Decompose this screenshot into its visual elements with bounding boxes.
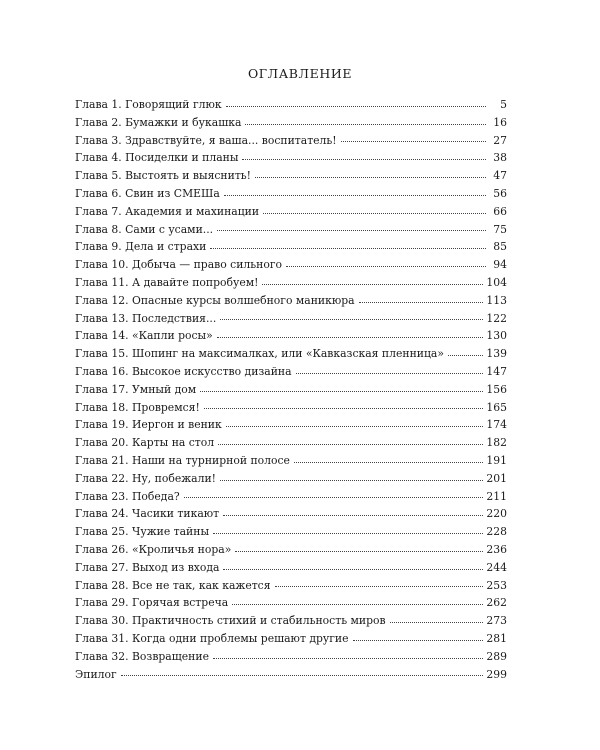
toc-entry-page-number: 16	[493, 115, 507, 129]
toc-dot-leader	[341, 141, 486, 142]
toc-dot-leader	[255, 177, 486, 178]
toc-entry[interactable]	[75, 292, 507, 310]
toc-dot-leader	[359, 302, 484, 303]
toc-entry[interactable]	[75, 630, 507, 648]
toc-entry[interactable]	[75, 541, 507, 559]
toc-dot-leader	[121, 675, 484, 676]
toc-entry[interactable]	[75, 666, 507, 684]
toc-entry-page-number: 38	[493, 151, 507, 165]
toc-dot-leader	[223, 569, 483, 570]
toc-entry-title: Глава 27. Выход из входа	[75, 560, 220, 574]
toc-entry[interactable]	[75, 594, 507, 612]
toc-dot-leader	[226, 106, 486, 107]
toc-entry-page-number: 289	[486, 649, 507, 663]
toc-entry-page-number: 27	[493, 133, 507, 147]
toc-entry[interactable]	[75, 345, 507, 363]
toc-entry-page-number: 273	[486, 614, 507, 628]
toc-entry-title: Глава 21. Наши на турнирной полосе	[75, 453, 290, 467]
toc-dot-leader	[294, 462, 483, 463]
toc-entry[interactable]	[75, 203, 507, 221]
toc-dot-leader	[217, 337, 484, 338]
toc-entry-title: Эпилог	[75, 667, 117, 681]
toc-entry[interactable]	[75, 559, 507, 577]
toc-entry-page-number: 174	[486, 418, 507, 432]
toc-entry-title: Глава 12. Опасные курсы волшебного маникюра	[75, 293, 355, 307]
toc-entry-title: Глава 28. Все не так, как кажется	[75, 578, 271, 592]
toc-dot-leader	[224, 195, 486, 196]
toc-entry[interactable]	[75, 577, 507, 595]
toc-entry-title: Глава 15. Шопинг на максималках, или «Кавказская пленница»	[75, 347, 444, 361]
toc-entry-title: Глава 2. Бумажки и букашка	[75, 115, 242, 129]
toc-entry[interactable]	[75, 488, 507, 506]
toc-entry[interactable]	[75, 399, 507, 417]
toc-entry-title: Глава 11. А давайте попробуем!	[75, 275, 259, 289]
toc-entry-page-number: 66	[493, 204, 507, 218]
toc-entry[interactable]	[75, 167, 507, 185]
toc-dot-leader	[213, 533, 483, 534]
toc-entry-title: Глава 7. Академия и махинации	[75, 204, 260, 218]
toc-dot-leader	[242, 159, 486, 160]
toc-entry-page-number: 47	[493, 169, 507, 183]
toc-dot-leader	[245, 124, 486, 125]
toc-dot-leader	[184, 497, 484, 498]
toc-entry[interactable]	[75, 363, 507, 381]
toc-entry[interactable]	[75, 96, 507, 114]
toc-entry-page-number: 113	[486, 293, 507, 307]
toc-entry[interactable]	[75, 149, 507, 167]
toc-entry-page-number: 211	[486, 489, 507, 503]
toc-entry[interactable]	[75, 648, 507, 666]
toc-dot-leader	[235, 551, 483, 552]
toc-entry-page-number: 165	[486, 400, 507, 414]
toc-entry-title: Глава 17. Умный дом	[75, 382, 197, 396]
toc-entry[interactable]	[75, 434, 507, 452]
toc-entry-page-number: 244	[486, 560, 507, 574]
toc-entry-page-number: 85	[493, 240, 507, 254]
toc-entry-title: Глава 22. Ну, побежали!	[75, 471, 216, 485]
toc-entry[interactable]	[75, 452, 507, 470]
toc-entry[interactable]	[75, 132, 507, 150]
toc-entry-title: Глава 14. «Капли росы»	[75, 329, 213, 343]
page-title: ОГЛАВЛЕНИЕ	[247, 66, 353, 81]
toc-dot-leader	[200, 391, 483, 392]
toc-dot-leader	[226, 426, 484, 427]
toc-dot-leader	[262, 284, 483, 285]
toc-entry-page-number: 281	[486, 631, 507, 645]
toc-entry-page-number: 253	[486, 578, 507, 592]
toc-dot-leader	[223, 515, 483, 516]
toc-entry[interactable]	[75, 505, 507, 523]
toc-entry-title: Глава 25. Чужие тайны	[75, 525, 210, 539]
toc-entry-title: Глава 9. Дела и страхи	[75, 240, 207, 254]
toc-entry-title: Глава 30. Практичность стихий и стабильность миров	[75, 614, 386, 628]
toc-entry-title: Глава 24. Часики тикают	[75, 507, 220, 521]
toc-entry-page-number: 220	[486, 507, 507, 521]
toc-entry-page-number: 156	[486, 382, 507, 396]
toc-entry-title: Глава 10. Добыча — право сильного	[75, 258, 282, 272]
toc-entry[interactable]	[75, 238, 507, 256]
toc-dot-leader	[210, 248, 486, 249]
toc-entry-title: Глава 20. Карты на стол	[75, 436, 215, 450]
toc-dot-leader	[204, 408, 484, 409]
toc-entry[interactable]	[75, 523, 507, 541]
toc-entry-title: Глава 18. Провремся!	[75, 400, 200, 414]
toc-entry[interactable]	[75, 221, 507, 239]
toc-entry-title: Глава 5. Выстоять и выяснить!	[75, 169, 252, 183]
toc-entry-page-number: 228	[486, 525, 507, 539]
toc-entry-page-number: 201	[486, 471, 507, 485]
toc-entry-title: Глава 8. Сами с усами...	[75, 222, 214, 236]
toc-dot-leader	[220, 319, 483, 320]
toc-entry[interactable]	[75, 310, 507, 328]
toc-entry-title: Глава 29. Горячая встреча	[75, 596, 229, 610]
toc-entry-page-number: 139	[486, 347, 507, 361]
toc-entry-page-number: 182	[486, 436, 507, 450]
toc-entry-page-number: 94	[493, 258, 507, 272]
toc-dot-leader	[218, 444, 483, 445]
toc-dot-leader	[263, 213, 486, 214]
toc-dot-leader	[217, 230, 486, 231]
toc-entry-title: Глава 32. Возвращение	[75, 649, 209, 663]
toc-entry-title: Глава 19. Иергон и веник	[75, 418, 222, 432]
toc-entry-title: Глава 6. Свин из СМЕШа	[75, 186, 220, 200]
toc-entry-page-number: 75	[493, 222, 507, 236]
toc-entry-page-number: 56	[493, 186, 507, 200]
toc-dot-leader	[390, 622, 484, 623]
toc-dot-leader	[275, 586, 484, 587]
toc-dot-leader	[213, 658, 483, 659]
toc-entry-title: Глава 26. «Кроличья нора»	[75, 542, 232, 556]
toc-entry-title: Глава 13. Последствия...	[75, 311, 217, 325]
toc-entry[interactable]	[75, 114, 507, 132]
toc-entry[interactable]	[75, 327, 507, 345]
toc-dot-leader	[232, 604, 483, 605]
toc-entry-page-number: 299	[486, 667, 507, 681]
toc-entry[interactable]	[75, 274, 507, 292]
toc-entry-page-number: 147	[486, 364, 507, 378]
toc-entry-title: Глава 23. Победа?	[75, 489, 180, 503]
toc-entry[interactable]	[75, 185, 507, 203]
toc-entry-title: Глава 3. Здравствуйте, я ваша... воспитатель!	[75, 133, 337, 147]
toc-entry-title: Глава 31. Когда одни проблемы решают другие	[75, 631, 349, 645]
toc-entry-title: Глава 4. Посиделки и планы	[75, 151, 239, 165]
toc-dot-leader	[296, 373, 484, 374]
toc-entry[interactable]	[75, 470, 507, 488]
toc-entry[interactable]	[75, 416, 507, 434]
toc-entry[interactable]	[75, 612, 507, 630]
toc-entry-title: Глава 1. Говорящий глюк	[75, 98, 222, 111]
toc-entry-page-number: 122	[486, 311, 507, 325]
toc-dot-leader	[220, 480, 483, 481]
toc-entry[interactable]	[75, 381, 507, 399]
toc-entry-page-number: 104	[486, 275, 507, 289]
toc-dot-leader	[353, 640, 484, 641]
toc-entry-page-number: 236	[486, 542, 507, 556]
toc-entry-page-number: 191	[486, 453, 507, 467]
table-of-contents	[75, 96, 507, 683]
toc-entry-page-number: 130	[486, 329, 507, 343]
toc-entry-page-number: 262	[486, 596, 507, 610]
toc-dot-leader	[448, 355, 483, 356]
toc-entry-page-number: 5	[500, 98, 507, 111]
toc-entry-title: Глава 16. Высокое искусство дизайна	[75, 364, 292, 378]
toc-dot-leader	[286, 266, 486, 267]
toc-entry[interactable]	[75, 256, 507, 274]
